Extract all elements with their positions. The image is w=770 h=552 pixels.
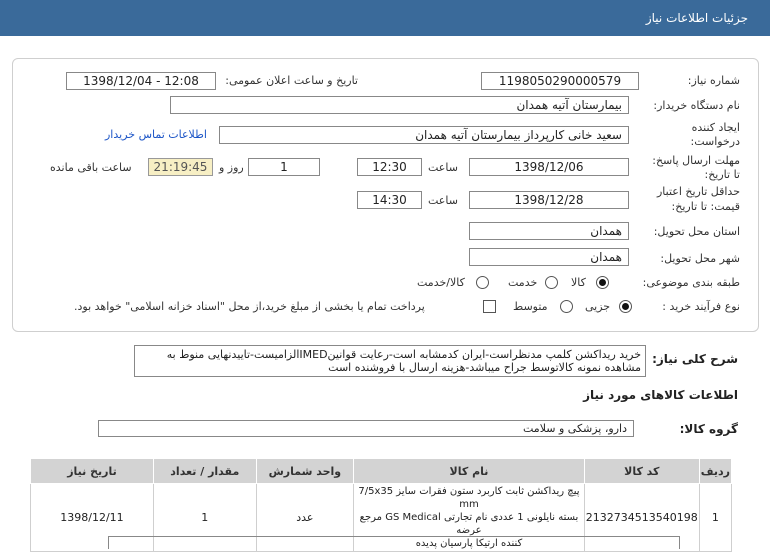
row-qty: 1 (153, 484, 256, 552)
city-field[interactable]: همدان (469, 248, 629, 266)
row-index: 1 (699, 484, 731, 552)
validity-date-field[interactable]: 1398/12/28 (469, 191, 629, 209)
page-header (0, 0, 770, 36)
row-name-line2: بسته نایلونی 1 عددی نام تجارتی GS Medical مرجع عرضه (359, 512, 579, 536)
category-label: طبقه بندی موضوعی: (642, 276, 740, 289)
validity-label-1: حداقل تاریخ اعتبار (656, 185, 740, 198)
col-index: ردیف (699, 459, 731, 484)
goods-section-title: اطلاعات کالاهای مورد نیاز (583, 388, 738, 402)
reply-time-field[interactable]: 12:30 (357, 158, 422, 176)
goods-group-field: دارو، پزشکی و سلامت (98, 420, 634, 437)
category-option-goods: کالا (571, 276, 586, 289)
city-label: شهر محل تحویل: (660, 252, 740, 265)
creator-field[interactable]: سعید خانی کارپرداز بیمارستان آتیه همدان (219, 126, 629, 144)
category-radio-goods-service[interactable] (476, 276, 489, 289)
goods-group-label: گروه کالا: (679, 422, 738, 436)
buyer-label: نام دستگاه خریدار: (653, 99, 740, 112)
contact-buyer-link[interactable]: اطلاعات تماس خریدار (105, 128, 207, 141)
row-name-line1: پیچ ریداکشن ثابت کاربرد ستون فقرات سایز 7/5x35 mm (358, 486, 580, 510)
process-option-minor: جزیی (585, 300, 611, 313)
days-field[interactable]: 1 (248, 158, 320, 176)
need-number-field[interactable]: 1198050290000579 (481, 72, 639, 90)
province-label: استان محل تحویل: (653, 225, 740, 238)
description-label: شرح کلی نیاز: (652, 352, 738, 366)
reply-date-field[interactable]: 1398/12/06 (469, 158, 629, 176)
process-option-medium: متوسط (513, 300, 548, 313)
description-box: خرید ریداکشن کلمپ مدنظراست-ایران کدمشابه است-رعایت قوانینIMEDالزامیست-تاییدنهایی منوط به مشاهده نمونه کالاتوسط جراح میباشد-هزینه ارسال با فروشنده است (134, 345, 646, 377)
row-name-line3: کننده ارتیکا پارسیان پدیده (415, 538, 523, 549)
category-option-service: خدمت (508, 276, 538, 289)
validity-time-field[interactable]: 14:30 (357, 191, 422, 209)
category-radio-goods[interactable] (596, 276, 609, 289)
reply-label-2: تا تاریخ: (704, 168, 740, 181)
col-code: کد کالا (584, 459, 699, 484)
validity-time-label: ساعت (428, 194, 458, 207)
col-date: تاریخ نیاز (31, 459, 154, 484)
col-name: نام کالا (354, 459, 585, 484)
creator-label-1: ایجاد کننده (691, 121, 740, 134)
treasury-payment-checkbox[interactable] (483, 300, 496, 313)
remaining-time-field: 21:19:45 (148, 158, 213, 176)
need-number-label: شماره نیاز: (687, 74, 740, 87)
announce-field[interactable]: 1398/12/04 - 12:08 (66, 72, 216, 90)
reply-time-label: ساعت (428, 161, 458, 174)
col-qty: مقدار / تعداد (153, 459, 256, 484)
table-header-row (31, 459, 732, 484)
reply-label-1: مهلت ارسال پاسخ: (652, 154, 740, 167)
province-field[interactable]: همدان (469, 222, 629, 240)
creator-label-2: درخواست: (690, 135, 740, 148)
row-code: 2132734513540198 (584, 484, 699, 552)
category-radio-service[interactable] (545, 276, 558, 289)
announce-label: تاریخ و ساعت اعلان عمومی: (225, 74, 358, 87)
process-radio-minor[interactable] (619, 300, 632, 313)
days-label: روز و (219, 161, 244, 174)
category-option-goods-service: کالا/خدمت (417, 276, 465, 289)
process-radio-medium[interactable] (560, 300, 573, 313)
col-unit: واحد شمارش (256, 459, 354, 484)
bottom-panel-edge (108, 536, 680, 549)
row-unit: عدد (256, 484, 354, 552)
validity-label-2: قیمت: تا تاریخ: (671, 200, 740, 213)
buyer-field[interactable]: بیمارستان آتیه همدان (170, 96, 629, 114)
remaining-label: ساعت باقی مانده (50, 161, 132, 174)
page-title: جزئیات اطلاعات نیاز (645, 11, 748, 25)
treasury-payment-note: پرداخت تمام یا بخشی از مبلغ خرید،از محل "اسناد خزانه اسلامی" خواهد بود. (74, 300, 425, 313)
process-label: نوع فرآیند خرید : (662, 300, 740, 313)
row-date: 1398/12/11 (31, 484, 154, 552)
